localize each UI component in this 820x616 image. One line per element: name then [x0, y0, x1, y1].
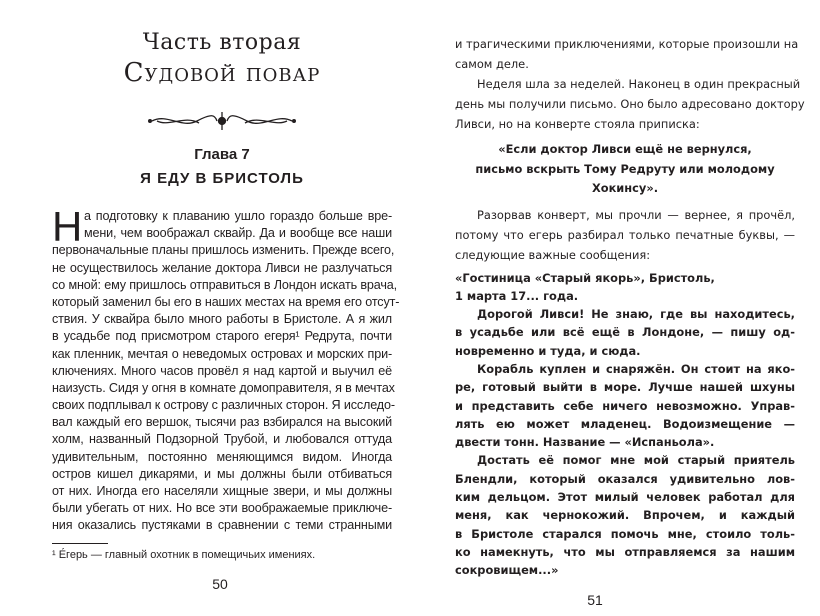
- drop-cap: Н: [52, 203, 83, 250]
- text-line: ко намекнуть, что мы отправляемся за нашим: [455, 544, 795, 559]
- text-line: Достать её помог мне мой старый приятель: [477, 453, 795, 468]
- text-line: и трагическими приключениями, которые произошли на: [455, 37, 799, 51]
- text-line: были убегать от них. Но все эти воображаемые приключе-: [52, 501, 392, 516]
- part-subtitle: Судовой повар: [123, 58, 321, 88]
- text-line: и представить себе ничего невозможно. Управ-: [455, 398, 795, 413]
- text-line: «Гостиница «Старый якорь», Бристоль,: [455, 270, 715, 285]
- text-line: первоначальные планы пришлось изменить. Прежде всего,: [52, 243, 395, 258]
- page-number: 50: [212, 576, 228, 592]
- text-line: 1 марта 17... года.: [455, 288, 579, 303]
- text-line: удивительным, постоянно меняющимся видом. Иногда: [52, 449, 392, 464]
- text-line: меня, как чернокожий. Впрочем, и каждый: [455, 508, 795, 523]
- text-line: ния оказались пустяками в сравнении с теми странными: [52, 518, 392, 533]
- text-line: Дорогой Ливси! Не знаю, где вы находитесь,: [477, 307, 795, 322]
- right-page: [410, 0, 820, 616]
- text-line: самом деле.: [455, 57, 529, 71]
- text-line: мени, чем воображал сквайр. Да и вообще все наши: [84, 226, 392, 241]
- text-line: ключениях. Много часов провёл я над картой и выучил её: [52, 363, 392, 378]
- text-line: не осуществилось желание доктора Ливси не разлучаться: [52, 260, 392, 275]
- text-line: от них. Иногда его населяли хищные звери, и мы должны: [52, 484, 392, 498]
- text-line: «Если доктор Ливси ещё не вернулся,: [498, 142, 752, 156]
- footnote-divider: [52, 543, 108, 544]
- text-line: который заменил бы его в наших местах на время его отсут-: [52, 294, 400, 309]
- text-line: в усадьбе под присмотром старого егеря¹ Редрута, почти: [52, 329, 392, 344]
- text-line: вал каждый его вершок, тысячи раз взбирался на высокий: [52, 415, 392, 430]
- part-title: Часть вторая: [142, 30, 302, 55]
- footnote: ¹ Е́герь — главный охотник в помещичьих имениях.: [52, 549, 316, 561]
- text-line: остров кишел дикарями, и мы должны были отбиваться: [52, 466, 392, 481]
- text-line: наизусть. Сидя у огня в комнате домоправителя, я в мечтах: [52, 380, 395, 395]
- letter-text: [455, 269, 795, 580]
- chapter-number: Глава 7: [194, 146, 250, 163]
- intro-text: [455, 34, 805, 134]
- text-line: как пленник, мечтая о неведомых островах и морских при-: [52, 346, 392, 361]
- after-quote-text: [455, 205, 795, 265]
- text-line: следующие важные сообщения:: [455, 247, 651, 262]
- text-line: своих подплывал к острову с различных сторон. Я исследо-: [52, 398, 395, 413]
- envelope-note-quote: [455, 140, 795, 199]
- text-line: ре, готовый выйти в море. Лучше нашей шхуны: [455, 380, 795, 395]
- text-line: Корабль куплен и снаряжён. Он стоит на яко-: [477, 361, 795, 376]
- text-line: со мной: ему пришлось отправиться в Лондон искать врача,: [52, 277, 397, 292]
- text-line: холм, названный Подзорной Трубой, и любовался оттуда: [52, 432, 392, 447]
- text-line: Разорвав конверт, мы прочли — вернее, я прочёл,: [477, 207, 795, 222]
- text-line: Ливси, но на конверте стояла приписка:: [455, 117, 700, 131]
- text-line: в усадьбе или всё ещё в Лондоне, — пишу од-: [455, 325, 795, 340]
- text-line: лять ею может младенец. Водоизмещение —: [455, 416, 795, 431]
- text-line: ким дельцом. Этот милый человек работал для: [455, 490, 795, 505]
- text-line: ствия. У сквайра было много работы в Бристоле. А я жил: [52, 312, 392, 327]
- text-line: день мы получили письмо. Оно было адресовано доктору: [455, 97, 805, 111]
- text-line: Неделя шла за неделей. Наконец в один прекрасный: [477, 77, 801, 91]
- chapter-title: Я ЕДУ В БРИСТОЛЬ: [140, 170, 304, 187]
- text-line: двести тонн. Название — «Испаньола».: [455, 435, 715, 450]
- text-line: Хокинсу».: [591, 181, 659, 195]
- text-line: а подготовку к плаванию ушло гораздо больше вре-: [84, 209, 392, 223]
- right-text-flow: [455, 34, 805, 580]
- page-number: 51: [587, 592, 603, 608]
- text-line: сокровищем...»: [455, 563, 559, 578]
- text-line: потому что егерь разбирал только печатные буквы, —: [455, 227, 795, 242]
- ornament-flourish-icon: [147, 110, 297, 132]
- body-text: [52, 203, 400, 535]
- text-line: Блендли, который оказался удивительно лов-: [455, 471, 795, 486]
- text-line: в Бристоле старался помочь мне, стоило толь-: [455, 526, 795, 541]
- text-line: новременно и туда, и сюда.: [455, 343, 641, 358]
- text-line: письмо вскрыть Тому Редруту или молодому: [475, 161, 775, 176]
